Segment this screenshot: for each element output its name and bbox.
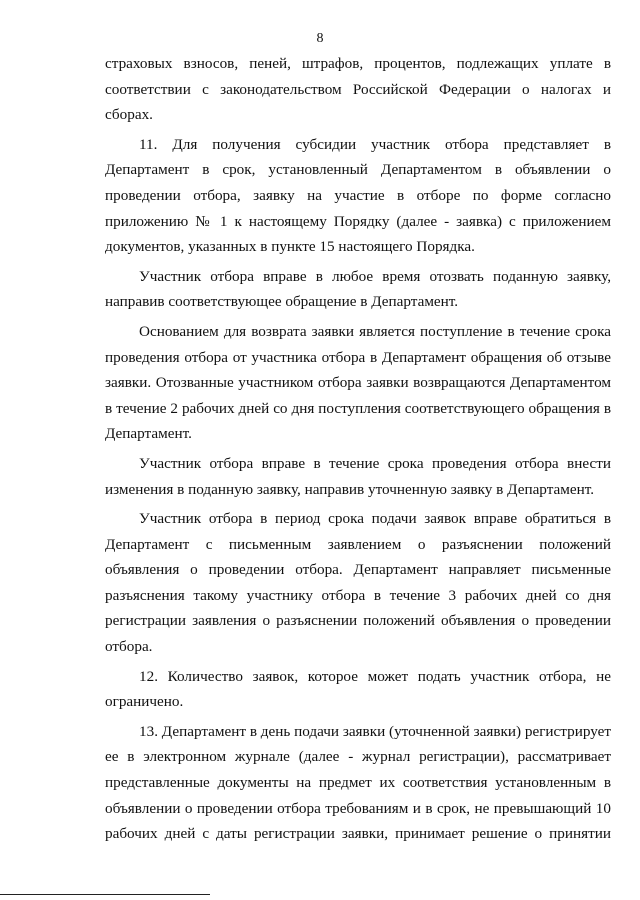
text-line: Департамент с письменным заявлением о разъяснении положений (105, 535, 611, 553)
text-line: разъяснения такому участнику отбора в течение 3 рабочих дней со дня (105, 586, 611, 604)
paragraph-clause-11 (105, 132, 611, 260)
paragraph-continuation (105, 51, 611, 128)
text-line: отбора. (105, 638, 153, 656)
text-line: 13. Департамент в день подачи заявки (уточненной заявки) регистрирует (139, 722, 611, 740)
text-line: сборах. (105, 106, 153, 124)
text-line: Основанием для возврата заявки является поступление в течение срока (139, 322, 611, 340)
paragraph-return-basis (105, 319, 611, 447)
text-line: регистрации заявления о разъяснении положений объявления о проведении (105, 612, 611, 630)
text-line: заявки. Отозванные участником отбора заявки возвращаются Департаментом (105, 374, 611, 392)
page-number: 8 (316, 31, 324, 46)
text-line: изменения в поданную заявку, направив уточненную заявку в Департамент. (105, 480, 595, 498)
text-line: ее в электронном журнале (далее - журнал регистрации), рассматривает (105, 748, 611, 766)
paragraph-clause-12 (105, 664, 611, 715)
text-line: соответствии с законодательством Российской Федерации о налогах и (105, 80, 611, 98)
text-line: Департамент в срок, установленный Департаментом в объявлении о (105, 161, 611, 179)
text-line: ограничено. (105, 693, 184, 711)
text-line: Участник отбора в период срока подачи заявок вправе обратиться в (139, 510, 611, 528)
text-line: объявления о проведении отбора. Департамент направляет письменные (105, 561, 611, 579)
paragraph-withdraw-right (105, 264, 611, 315)
paragraph-clause-13 (105, 719, 611, 847)
text-line: Участник отбора вправе в течение срока проведения отбора внести (139, 454, 611, 472)
document-body (105, 51, 611, 847)
text-line: приложению № 1 к настоящему Порядку (далее - заявка) с приложением (105, 212, 611, 230)
footer-divider (0, 894, 210, 895)
text-line: рабочих дней с даты регистрации заявки, принимает решение о принятии (105, 825, 611, 843)
paragraph-amend-application (105, 451, 611, 502)
text-line: направив соответствующее обращение в Департамент. (105, 293, 459, 311)
text-line: Участник отбора вправе в любое время отозвать поданную заявку, (139, 267, 611, 285)
text-line: проведения отбора от участника отбора в Департамент обращения об отзыве (105, 348, 611, 366)
text-line: представленные документы на предмет их соответствия установленным в (105, 774, 611, 792)
text-line: документов, указанных в пункте 15 настоящего Порядка. (105, 238, 475, 256)
paragraph-clarification-request (105, 506, 611, 660)
text-line: проведении отбора, заявку на участие в отборе по форме согласно (105, 186, 611, 204)
text-line: страховых взносов, пеней, штрафов, процентов, подлежащих уплате в (105, 55, 611, 72)
text-line: 12. Количество заявок, которое может подать участник отбора, не (139, 667, 611, 685)
text-line: Департамент. (105, 425, 192, 443)
text-line: 11. Для получения субсидии участник отбора представляет в (139, 135, 611, 153)
text-line: объявлении о проведении отбора требованиям и в срок, не превышающий 10 (105, 799, 611, 817)
text-line: в течение 2 рабочих дней со дня поступления соответствующего обращения в (105, 399, 611, 417)
